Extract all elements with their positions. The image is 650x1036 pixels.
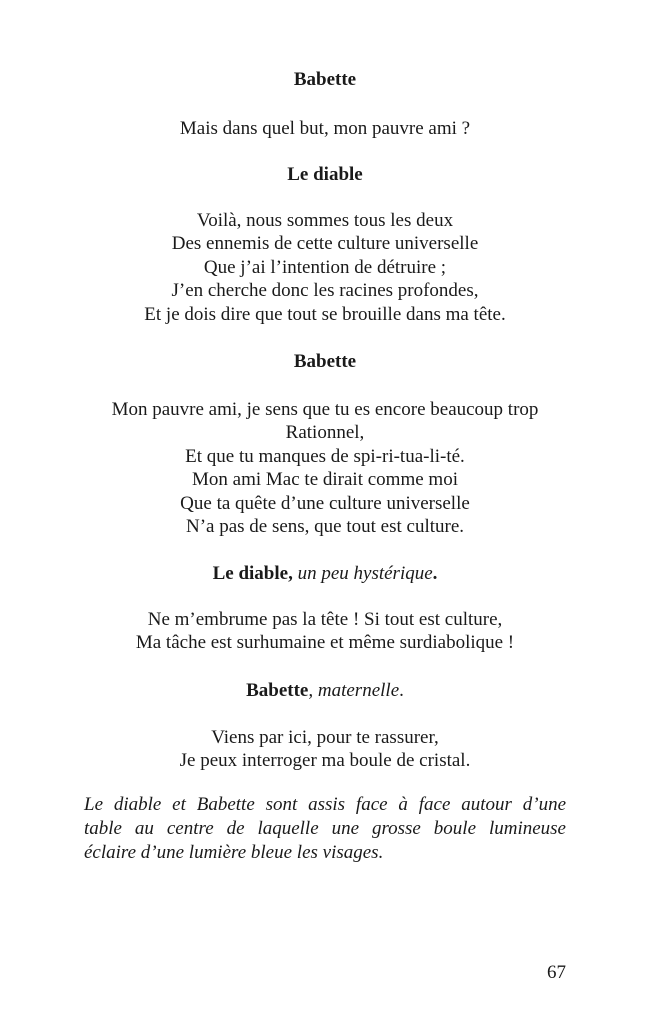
speaker-punctuation: . — [432, 563, 438, 584]
stage-direction-line: éclaire d’une lumière bleue les visages. — [84, 842, 384, 863]
dialogue-stanza — [0, 608, 650, 655]
speaker-label: Babette — [246, 680, 309, 701]
verse-line: Ma tâche est surhumaine et même surdiabolique ! — [135, 632, 515, 654]
speaker-name — [0, 350, 650, 373]
page-number: 67 — [547, 962, 566, 983]
speaker-label: Babette — [293, 69, 357, 90]
dialogue-stanza — [0, 726, 650, 773]
verse-line: Voilà, nous sommes tous les deux — [196, 210, 454, 231]
verse-line: Mon pauvre ami, je sens que tu es encore beaucoup trop — [111, 399, 539, 420]
verse-line: Mon ami Mac te dirait comme moi — [192, 469, 458, 491]
verse-line: Mais dans quel but, mon pauvre ami ? — [179, 118, 471, 139]
verse-line: Et je dois dire que tout se brouille dans ma tête. — [144, 303, 506, 325]
verse-line: Viens par ici, pour te rassurer, — [211, 727, 439, 748]
speaker-name — [0, 562, 650, 585]
speaker-punctuation: . — [399, 680, 404, 701]
speaker-label: Le diable, — [212, 563, 293, 584]
speaker-label: Le diable — [287, 164, 363, 185]
speaker-name — [0, 679, 650, 702]
stage-direction-line: Le diable et Babette sont assis face à face autour d’une — [84, 794, 566, 815]
verse-line: Et que tu manques de spi-ri-tua-li-té. — [185, 445, 465, 467]
speaker-name — [0, 163, 650, 186]
speaker-label: Babette — [293, 351, 357, 372]
dialogue-stanza — [0, 209, 650, 326]
speaker-name — [0, 68, 650, 91]
verse-line: Que ta quête d’une culture universelle — [180, 492, 470, 514]
speaker-direction: , maternelle — [308, 680, 400, 701]
verse-line: Que j’ai l’intention de détruire ; — [203, 256, 447, 278]
dialogue-stanza — [0, 398, 650, 538]
verse-line: Je peux interroger ma boule de cristal. — [179, 750, 471, 772]
dialogue-stanza — [0, 117, 650, 140]
verse-line: Ne m’embrume pas la tête ! Si tout est culture, — [147, 609, 503, 630]
verse-line: Des ennemis de cette culture universelle — [171, 233, 479, 255]
stage-direction-line: table au centre de laquelle une grosse boule lumineuse — [84, 818, 566, 839]
verse-line: N’a pas de sens, que tout est culture. — [185, 516, 465, 538]
speaker-direction: un peu hystérique — [297, 563, 433, 584]
verse-line: Rationnel, — [285, 422, 365, 444]
verse-line: J’en cherche donc les racines profondes, — [171, 280, 479, 302]
stage-direction — [84, 793, 566, 865]
